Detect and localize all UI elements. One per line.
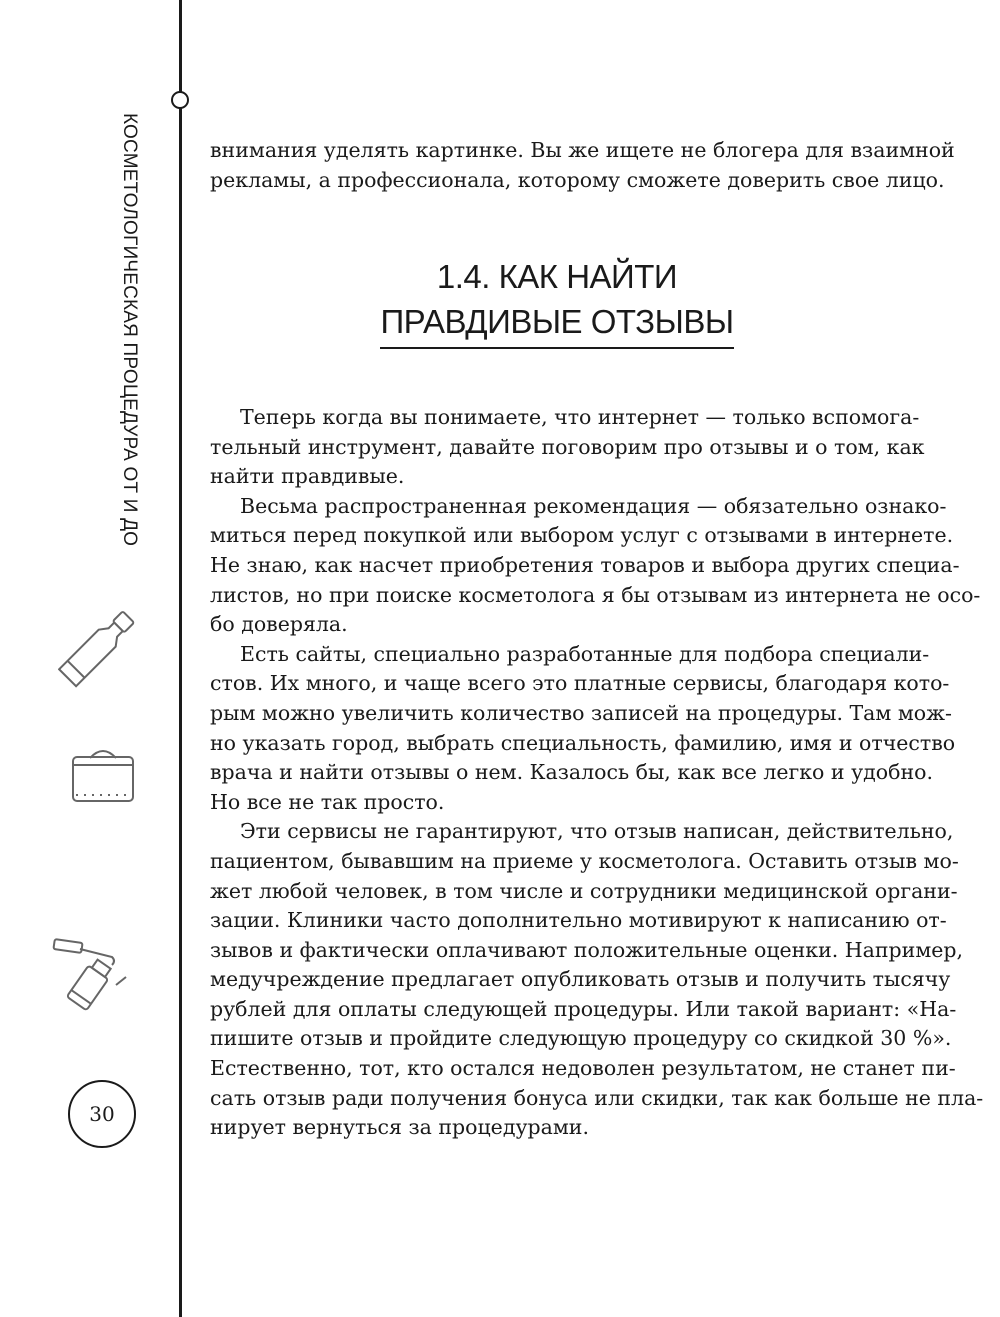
margin-rule xyxy=(179,0,182,1317)
text-line: врача и найти отзывы о нем. Казалось бы, как все легко и удобно. xyxy=(210,760,933,785)
text-line: медучреждение предлагает опубликовать отзыв и получить тысячу xyxy=(210,967,951,992)
cosmetic-bag-icon xyxy=(70,745,136,805)
paragraph xyxy=(210,640,956,818)
text-line: бо доверяла. xyxy=(210,612,348,637)
text-line: найти правдивые. xyxy=(210,464,405,489)
text-line: рым можно увеличить количество записей на процедуры. Там мож- xyxy=(210,700,952,725)
text-line: внимания уделять картинке. Вы же ищете не блогера для взаимной xyxy=(210,138,955,162)
text-line: сать отзыв ради получения бонуса или скидки, так как больше не пла- xyxy=(210,1085,984,1110)
text-line: зации. Клиники часто дополнительно мотивируют к написанию от- xyxy=(210,908,947,933)
text-line: пациентом, бывавшим на приеме у косметолога. Оставить отзыв мо- xyxy=(210,848,959,873)
text-line: пишите отзыв и пройдите следующую процедуру со скидкой 30 %». xyxy=(210,1026,952,1051)
text-line: тельный инструмент, давайте поговорим про отзывы и о том, как xyxy=(210,434,925,459)
section-heading xyxy=(380,254,734,344)
margin-rule-dot xyxy=(171,91,189,109)
text-line: нирует вернуться за процедурами. xyxy=(210,1115,589,1140)
text-line: но указать город, выбрать специальность, фамилию, имя и отчество xyxy=(210,730,956,755)
text-line: листов, но при поиске косметолога я бы отзывам из интернета не осо- xyxy=(210,582,981,607)
heading-line: 1.4. КАК НАЙТИ xyxy=(436,258,678,295)
page-number: 30 xyxy=(68,1080,136,1148)
heading-underline xyxy=(380,347,734,349)
text-line: Не знаю, как насчет приобретения товаров и выбора других специа- xyxy=(210,552,960,577)
nail-polish-icon xyxy=(52,935,130,1015)
paragraph xyxy=(210,817,984,1143)
text-line: стов. Их много, и чаще всего это платные сервисы, благодаря кото- xyxy=(210,671,950,696)
text-line: Весьма распространенная рекомендация — обязательно ознако- xyxy=(240,493,947,518)
text-line: Но все не так просто. xyxy=(210,789,445,814)
text-line: рублей для оплаты следующей процедуры. Или такой вариант: «На- xyxy=(210,996,957,1021)
text-line: зывов и фактически оплачивают положительные оценки. Например, xyxy=(210,937,964,962)
heading-line: ПРАВДИВЫЕ ОТЗЫВЫ xyxy=(380,303,734,340)
text-line: рекламы, а профессионала, которому сможете доверить свое лицо. xyxy=(210,167,945,192)
text-line: Естественно, тот, кто остался недоволен результатом, не станет пи- xyxy=(210,1056,956,1081)
spray-bottle-icon xyxy=(58,598,138,708)
text-line: Эти сервисы не гарантируют, что отзыв написан, действительно, xyxy=(240,819,954,844)
text-line: Теперь когда вы понимаете, что интернет — только вспомога- xyxy=(240,405,920,429)
paragraph xyxy=(210,403,925,492)
text-line: Есть сайты, специально разработанные для подбора специали- xyxy=(240,641,930,666)
paragraph xyxy=(210,492,981,640)
running-header: КОСМЕТОЛОГИЧЕСКАЯ ПРОЦЕДУРА ОТ И ДО xyxy=(119,113,140,547)
text-line: жет любой человек, в том числе и сотрудники медицинской органи- xyxy=(210,878,958,903)
body-text xyxy=(210,403,984,1143)
intro-text xyxy=(210,136,955,195)
text-line: миться перед покупкой или выбором услуг с отзывами в интернете. xyxy=(210,523,954,548)
